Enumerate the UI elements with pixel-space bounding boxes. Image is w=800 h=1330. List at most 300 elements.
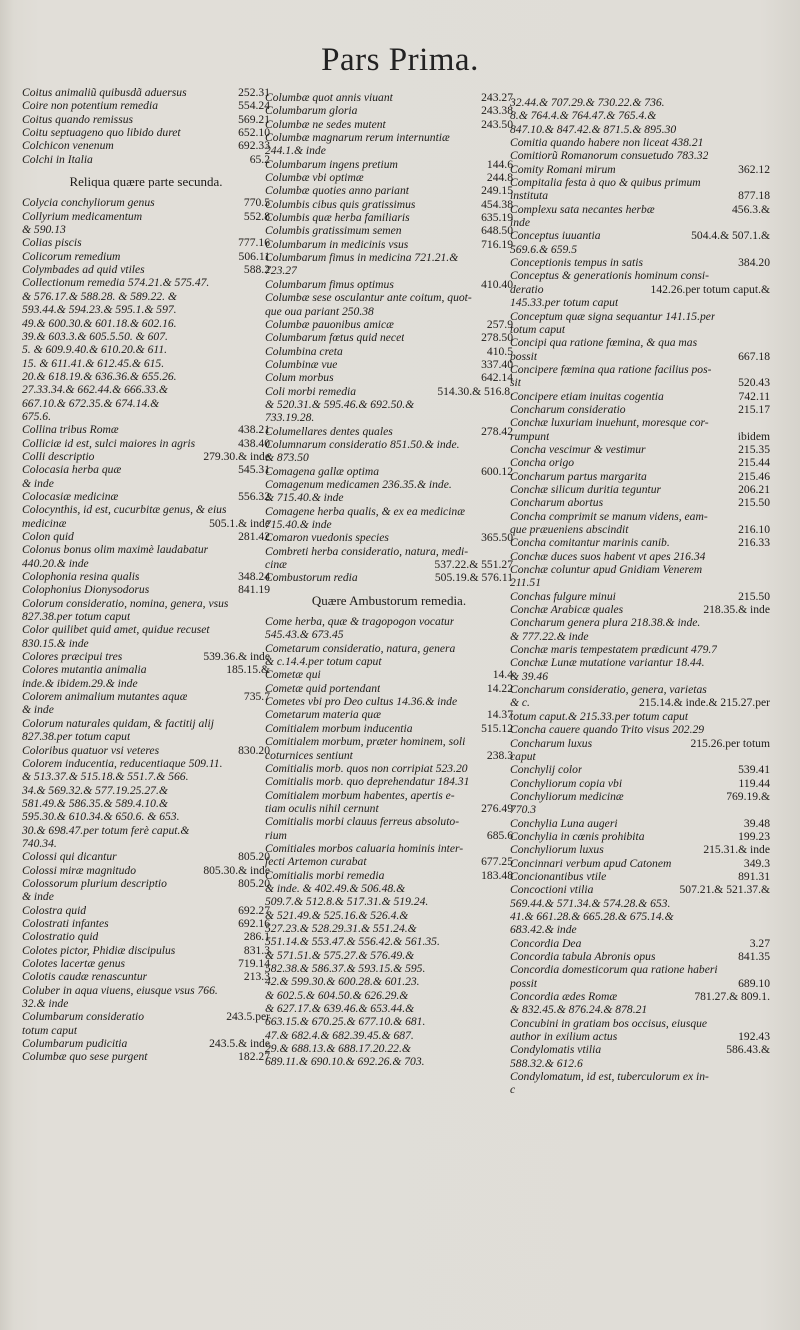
index-entry (22, 583, 270, 596)
entry-reference: 3.27 (749, 936, 770, 950)
entry-reference: 504.4.& 507.1.& (691, 229, 770, 243)
index-entry (510, 977, 770, 990)
entry-text: & inde. & 402.49.& 506.48.& (265, 881, 406, 895)
entry-reference: 692.16 (238, 916, 270, 930)
entry-text: 29.& 688.13.& 688.17.20.22.& (265, 1042, 411, 1056)
entry-text: Colossorum plurium descriptio (22, 876, 167, 890)
entry-reference: 279.30.& inde (203, 449, 270, 463)
entry-reference: 215.50 (738, 496, 770, 510)
entry-text: possit (510, 976, 538, 990)
index-entry (22, 650, 270, 663)
index-entry (265, 318, 513, 331)
entry-reference: 14.22 (486, 681, 513, 695)
entry-text: 244.1.& inde (265, 144, 326, 158)
entry-reference: 545.31 (238, 463, 270, 477)
entry-reference: 805.20 (238, 876, 270, 890)
entry-text: Conchyliorum luxus (510, 843, 604, 857)
index-entry (22, 944, 270, 957)
index-entry (510, 443, 770, 456)
index-entry (510, 830, 770, 843)
index-entry (510, 323, 770, 336)
entry-reference: 719.14 (238, 957, 270, 970)
index-entry (22, 113, 270, 126)
entry-reference: 507.21.& 521.37.& (679, 883, 770, 897)
index-entry (510, 1057, 770, 1070)
entry-text: Colymbades ad quid vtiles (22, 263, 145, 277)
entry-text: Concha origo (510, 456, 575, 470)
entry-text: & 627.17.& 639.46.& 653.44.& (265, 1002, 415, 1016)
entry-text: Concharum partus margarita (510, 469, 647, 483)
index-entry (265, 91, 513, 104)
entry-text: Cometarum materia quæ (265, 708, 381, 722)
entry-text: Cometes vbi pro Deo cultus 14.36.& inde (265, 695, 458, 709)
index-entry (510, 696, 770, 709)
index-entry (510, 950, 770, 963)
index-entry (510, 576, 770, 589)
index-entry (265, 882, 513, 895)
entry-reference: 365.50 (481, 531, 513, 545)
entry-text: Conchæ silicum duritia teguntur (510, 482, 662, 496)
entry-text: Columbarum pudicitia (22, 1037, 128, 1051)
index-entry (22, 370, 270, 383)
index-entry (22, 276, 270, 289)
entry-text: Comitialis morb. quo deprehendatur 184.31 (265, 775, 470, 789)
index-entry (510, 470, 770, 483)
index-entry (265, 345, 513, 358)
entry-text: 675.6. (22, 409, 51, 423)
entry-reference: 185.15.& (226, 663, 270, 677)
entry-reference: 119.44 (738, 776, 770, 790)
index-entry (22, 984, 270, 997)
entry-reference: 348.24 (238, 570, 270, 584)
index-entry (510, 883, 770, 896)
entry-text: Collyrium medicamentum (22, 209, 143, 223)
entry-text: Colocasiæ medicinæ (22, 489, 119, 503)
entry-reference: 14.4 (492, 668, 513, 682)
entry-text: Concha comprimit se manum videns, eam- (510, 509, 708, 523)
entry-text: & 521.49.& 525.16.& 526.4.& (265, 908, 409, 922)
entry-text: Columbæ pauonibus amicæ (265, 317, 394, 331)
index-entry (510, 189, 770, 202)
entry-reference: 238.3 (486, 748, 513, 762)
entry-reference: 215.31.& inde (703, 843, 770, 857)
entry-reference: 689.10 (738, 976, 770, 990)
entry-text: Colossi miræ magnitudo (22, 863, 137, 877)
entry-text: Colotis caudæ renascuntur (22, 970, 148, 984)
index-entry (22, 930, 270, 943)
entry-text: Complexu sata necantes herbæ (510, 202, 655, 216)
entry-text: Columellares dentes quales (265, 424, 393, 438)
section-note (22, 175, 270, 188)
entry-text: Columbæ quot annis viuant (265, 91, 393, 104)
entry-reference: 742.11 (738, 389, 770, 403)
index-entry (510, 336, 770, 349)
index-entry (22, 837, 270, 850)
entry-text: totum caput (22, 1023, 78, 1037)
entry-text: Comitialis morb. quos non corripiat 523.20 (265, 761, 468, 775)
entry-reference: 215.35 (738, 442, 770, 456)
entry-text: Conchæ maris tempestatem prædicunt 479.7 (510, 643, 718, 657)
index-entry (22, 517, 270, 530)
entry-text: Colocynthis, id est, cucurbitæ genus, & eius (22, 503, 227, 517)
index-entry (22, 637, 270, 650)
entry-reference: 456.3.& (731, 202, 770, 216)
index-entry (265, 104, 513, 117)
entry-text: Cometæ qui (265, 668, 321, 682)
index-entry (22, 126, 270, 139)
entry-reference: 349.3 (743, 856, 770, 870)
entry-reference: 215.50 (738, 589, 770, 603)
index-entry (265, 1029, 513, 1042)
index-entry (22, 397, 270, 410)
index-entry (22, 543, 270, 556)
index-entry (22, 437, 270, 450)
entry-text: 581.49.& 586.35.& 589.4.10.& (22, 796, 168, 810)
entry-text: 593.44.& 594.23.& 595.1.& 597. (22, 303, 177, 317)
index-entry (510, 483, 770, 496)
index-entry (265, 438, 513, 451)
entry-reference: 244.8 (486, 171, 513, 185)
entry-reference: 410.40 (481, 277, 513, 291)
index-entry (265, 305, 513, 318)
entry-reference: 199.23 (738, 829, 770, 843)
entry-text: Colicorum remedium (22, 249, 121, 263)
entry-reference: 215.46 (738, 469, 770, 483)
index-entry (265, 789, 513, 802)
entry-text: Concha vescimur & vestimur (510, 442, 646, 456)
entry-reference: 215.14.& inde.& 215.27.per (638, 696, 770, 710)
index-entry (265, 855, 513, 868)
index-entry (510, 817, 770, 830)
entry-text: Columnarum consideratio 851.50.& inde. (265, 437, 460, 451)
entry-text: & 832.45.& 876.24.& 878.21 (510, 1003, 648, 1017)
entry-text: 595.30.& 610.34.& 650.6. & 653. (22, 810, 180, 824)
entry-text: Coitu septuageno quo libido duret (22, 126, 181, 140)
entry-text: Comaron vuedonis species (265, 531, 389, 545)
index-entry (265, 962, 513, 975)
index-entry (510, 710, 770, 723)
entry-text: Concubini in gratiam bos occisus, eiusque (510, 1016, 708, 1030)
entry-reference: 520.43 (738, 376, 770, 390)
entry-text: & 520.31.& 595.46.& 692.50.& (265, 397, 415, 411)
entry-reference: 454.38 (481, 197, 513, 211)
entry-text: 663.15.& 670.25.& 677.10.& 681. (265, 1015, 426, 1029)
entry-text: 32.& inde (22, 997, 69, 1011)
entry-text: Concha cauere quando Trito visus 202.29 (510, 723, 705, 737)
entry-text: & 571.51.& 575.27.& 576.49.& (265, 948, 415, 962)
entry-text: Columbarum gloria (265, 104, 358, 118)
index-entry (22, 904, 270, 917)
index-entry (510, 496, 770, 509)
entry-text: 211.51 (510, 576, 542, 590)
entry-text: 569.6.& 659.5 (510, 242, 577, 256)
entry-text: Concordia tabula Abronis opus (510, 950, 656, 963)
entry-text: Collina tribus Romæ (22, 423, 119, 437)
index-entry (22, 890, 270, 903)
entry-text: & 513.37.& 515.18.& 551.7.& 566. (22, 770, 189, 784)
index-entry (265, 695, 513, 708)
entry-text: 5. & 609.9.40.& 610.20.& 611. (22, 343, 168, 357)
entry-text: Colophonius Dionysodorus (22, 583, 150, 597)
index-entry (510, 723, 770, 736)
index-entry (22, 810, 270, 823)
entry-text: Come herba, quæ & tragopogon vocatur (265, 615, 455, 629)
entry-text: Colorum naturales quidam, & factitij alij (22, 716, 214, 730)
entry-text: Coloribus quatuor vsi veteres (22, 743, 160, 757)
index-entry (22, 677, 270, 690)
entry-reference: 216.33 (738, 536, 770, 550)
entry-text: 30.& 698.47.per totum ferè caput.& (22, 823, 190, 837)
entry-reference: 841.19 (238, 583, 270, 597)
entry-text: 827.38.per totum caput (22, 730, 131, 744)
entry-text: Colum morbus (265, 371, 334, 385)
entry-reference: 539.41 (738, 763, 770, 777)
index-entry (510, 256, 770, 269)
entry-text: 715.40.& inde (265, 518, 332, 531)
index-entry (510, 857, 770, 870)
entry-reference: 257.9 (486, 317, 513, 331)
index-entry (22, 824, 270, 837)
index-entry (22, 196, 270, 209)
entry-text: & 715.40.& inde (265, 491, 344, 505)
index-entry (265, 184, 513, 197)
entry-text: & inde (22, 703, 54, 717)
index-entry (22, 850, 270, 863)
index-entry (510, 670, 770, 683)
entry-text: Columbarum fimus optimus (265, 277, 394, 291)
entry-text: Colorem animalium mutantes aquæ (22, 690, 188, 704)
index-entry (510, 229, 770, 242)
index-entry (510, 843, 770, 856)
entry-text: Comity Romani mirum (510, 162, 616, 176)
index-entry (265, 478, 513, 491)
index-entry (510, 763, 770, 776)
index-entry (265, 842, 513, 855)
entry-text: Concordia domesticorum qua ratione haberi (510, 963, 718, 977)
index-entry (265, 451, 513, 464)
index-entry (22, 139, 270, 152)
index-entry (265, 491, 513, 504)
entry-reference: 588.2 (243, 263, 270, 277)
entry-text: Colli descriptio (22, 449, 95, 463)
entry-reference: 667.18 (738, 349, 770, 363)
index-entry (510, 1043, 770, 1056)
index-entry (22, 153, 270, 166)
index-entry (265, 238, 513, 251)
index-entry (22, 223, 270, 236)
entry-reference: 515.12 (481, 721, 513, 735)
index-entry (510, 923, 770, 936)
index-entry (22, 530, 270, 543)
entry-text: 145.33.per totum caput (510, 296, 619, 310)
index-entry (510, 310, 770, 323)
index-entry (510, 550, 770, 563)
entry-text: Concoctioni vtilia (510, 883, 594, 897)
index-entry (510, 123, 770, 136)
entry-text: Concharum genera plura 218.38.& inde. (510, 616, 701, 630)
entry-reference: 841.35 (738, 950, 770, 963)
entry-reference: 891.31 (738, 869, 770, 883)
entry-text: 545.43.& 673.45 (265, 628, 344, 642)
index-entry (510, 1017, 770, 1030)
index-entry (22, 303, 270, 316)
entry-reference: 505.1.& inde (209, 516, 270, 530)
index-entry (265, 655, 513, 668)
entry-text: Columbina creta (265, 344, 343, 358)
index-entry (510, 777, 770, 790)
entry-text: sit (510, 376, 521, 390)
index-entry (265, 895, 513, 908)
index-entry (510, 390, 770, 403)
index-entry (22, 597, 270, 610)
entry-reference: 877.18 (738, 189, 770, 203)
entry-text: Colocasia herba quæ (22, 463, 122, 477)
entry-reference: 514.30.& 516.8. (437, 384, 513, 398)
index-entry (22, 1024, 270, 1037)
entry-text: Columbis cibus quis gratissimus (265, 197, 416, 211)
entry-text: Collectionum remedia 574.21.& 575.47. (22, 276, 210, 290)
index-entry (22, 717, 270, 730)
entry-reference: 805.20 (238, 850, 270, 864)
entry-text: 689.11.& 690.10.& 692.26.& 703. (265, 1055, 425, 1069)
entry-reference: 192.43 (738, 1030, 770, 1044)
entry-reference: 218.35.& inde (703, 603, 770, 617)
index-entry (265, 949, 513, 962)
index-entry (265, 1002, 513, 1015)
entry-text: Condylomatis vtilia (510, 1043, 602, 1057)
index-entry (265, 465, 513, 478)
entry-text: 723.27 (265, 264, 297, 278)
index-entry (22, 343, 270, 356)
index-entry (22, 797, 270, 810)
entry-text: Concordia Dea (510, 936, 582, 950)
entry-text: Comitia quando habere non liceat 438.21 (510, 136, 704, 150)
entry-reference: 539.36.& inde (203, 650, 270, 664)
index-entry (22, 970, 270, 983)
index-entry (22, 770, 270, 783)
entry-text: & 602.5.& 604.50.& 626.29.& (265, 988, 409, 1002)
index-entry (510, 416, 770, 429)
index-column-right (510, 96, 770, 1097)
entry-reference: 337.40 (481, 357, 513, 371)
entry-text: 8.& 764.4.& 764.47.& 765.4.& (510, 109, 657, 123)
entry-reference: 652.10 (238, 126, 270, 140)
entry-text: 830.15.& inde (22, 636, 89, 650)
index-entry (265, 251, 513, 264)
index-entry (510, 937, 770, 950)
entry-text: rumpunt (510, 429, 550, 443)
entry-reference: 206.21 (738, 482, 770, 496)
entry-text: 733.19.28. (265, 411, 315, 425)
entry-text: 847.10.& 847.42.& 871.5.& 895.30 (510, 122, 677, 136)
index-entry (22, 330, 270, 343)
index-entry (265, 545, 513, 558)
index-entry (265, 668, 513, 681)
entry-text: instituta (510, 189, 549, 203)
entry-text: Columbarum ingens pretium (265, 157, 398, 171)
entry-reference: 278.50 (481, 331, 513, 345)
index-entry (510, 456, 770, 469)
entry-reference: 286.1 (243, 930, 270, 944)
entry-text: Colon quid (22, 530, 74, 543)
index-entry (22, 957, 270, 970)
entry-reference: 554.24 (238, 99, 270, 113)
entry-reference: 677.25 (481, 855, 513, 869)
index-entry (265, 815, 513, 828)
entry-text: Comitialem morbum, præter hominem, soli (265, 735, 466, 749)
entry-reference: 830.20 (238, 743, 270, 757)
index-entry (510, 216, 770, 229)
index-entry (510, 643, 770, 656)
index-entry (265, 505, 513, 518)
index-entry (265, 571, 513, 584)
index-entry (510, 176, 770, 189)
entry-reference: 777.16 (238, 236, 270, 250)
index-entry (22, 917, 270, 930)
entry-reference: 685.6 (486, 828, 513, 842)
entry-text: Columbæ vbi optimæ (265, 171, 364, 185)
entry-reference: 142.26.per totum caput.& (650, 282, 770, 296)
entry-text: & c. (510, 696, 530, 710)
index-entry (22, 357, 270, 370)
index-entry (22, 557, 270, 570)
index-entry (265, 1015, 513, 1028)
entry-text: & 777.22.& inde (510, 629, 589, 643)
entry-text: Columbæ ne sedes mutent (265, 117, 386, 131)
index-entry (265, 331, 513, 344)
entry-reference: 243.5.& inde (209, 1037, 270, 1051)
index-entry (265, 398, 513, 411)
entry-text: Concionantibus vtile (510, 869, 607, 883)
entry-text: Comagene herba qualis, & ex ea medicinæ (265, 504, 465, 518)
entry-text: Conceptus iuuantia (510, 229, 601, 243)
index-column-left (22, 86, 270, 1064)
entry-text: Coluber in aqua viuens, eiusque vsus 766. (22, 983, 218, 997)
page-title: Pars Prima. (321, 42, 479, 78)
entry-reference: 249.15 (481, 184, 513, 198)
index-entry (510, 149, 770, 162)
index-entry (265, 935, 513, 948)
index-entry (265, 682, 513, 695)
entry-text: 15. & 611.41.& 612.45.& 615. (22, 356, 165, 370)
entry-text: 740.34. (22, 836, 57, 850)
entry-reference: 215.44 (738, 456, 770, 470)
entry-reference: 278.42 (481, 424, 513, 438)
entry-text: Compitalia festa à quo & quibus primum (510, 176, 701, 190)
entry-text: Comitiorũ Romanorum consuetudo 783.32 (510, 149, 709, 163)
index-entry (265, 869, 513, 882)
index-entry (22, 1037, 270, 1050)
entry-reference: ibidem (737, 429, 770, 443)
entry-text: Conchæ duces suos habent vt apes 216.34 (510, 549, 706, 563)
entry-text: Concharum consideratio (510, 402, 626, 416)
entry-text: Conchylia Luna augeri (510, 816, 618, 830)
entry-text: 770.3 (510, 803, 537, 817)
entry-text: Combustorum redia (265, 571, 358, 585)
entry-text: Comitialis morbi clauus ferreus absoluto- (265, 815, 460, 829)
entry-text: Colossi qui dicantur (22, 850, 117, 864)
entry-text: 440.20.& inde (22, 556, 89, 570)
entry-text: Color quilibet quid amet, quidue recuset (22, 623, 210, 637)
entry-text: Columbæ quoties anno pariant (265, 184, 409, 198)
entry-reference: 692.27 (238, 903, 270, 917)
index-entry (22, 744, 270, 757)
index-entry (510, 350, 770, 363)
index-entry (265, 749, 513, 762)
index-entry (510, 109, 770, 122)
index-entry (265, 829, 513, 842)
index-entry (265, 518, 513, 531)
